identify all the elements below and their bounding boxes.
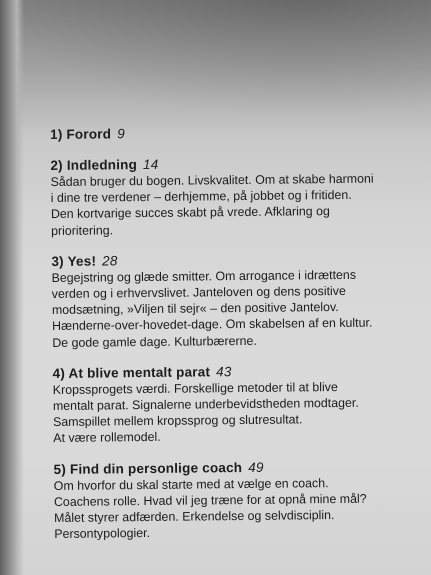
section-description-line: prioritering. [51,222,114,238]
toc-section-forord [50,122,422,143]
section-title: 4) At blive mentalt parat [52,364,211,381]
section-page-number: 9 [117,126,125,142]
section-description-line: Coachens rolle. Hvad vil jeg træne for at opnå mine mål? [53,491,367,509]
section-description-line: Begejstring og glæde smitter. Om arrogance i idrættens [51,267,357,285]
section-description-line: Hænderne-over-hovedet-dage. Om skabelsen af en kultur. [52,316,373,334]
section-description-line: Målet styrer adfærden. Erkendelse og selvdisciplin. [54,508,335,526]
section-description-line: Sådan bruger du bogen. Livskvalitet. Om at skabe harmoni [50,171,374,189]
section-description-line: verden og i erhvervslivet. Janteloven og dens positive [51,283,346,302]
toc-section-yes [51,249,424,351]
section-page-number: 14 [142,156,159,173]
section-description-line: Persontypologier. [54,526,151,542]
section-page-number: 28 [102,253,118,269]
table-of-contents [50,122,426,556]
section-title: 2) Indledning [50,157,138,173]
section-description-line: Samspillet mellem kropssprog og slutresultat. [53,412,303,430]
section-description-line: modsætning, »Viljen til sejr« – den positive Jantelov. [51,300,339,318]
section-title: 1) Forord [50,126,112,142]
section-title: 3) Yes! [51,253,97,269]
section-description-line: De gode gamle dage. Kulturbærerne. [52,333,257,350]
section-description-line: Kropssprogets værdi. Forskellige metoder til at blive [52,379,338,397]
section-title: 5) Find din personlige coach [53,459,243,477]
section-page-number: 49 [248,459,264,475]
section-description-line: Om hvorfor du skal starte med at vælge en coach. [53,475,329,493]
toc-section-indledning [50,153,423,239]
section-heading [50,122,422,143]
toc-section-personlig-coach [54,457,427,543]
page-shadow [0,0,431,120]
section-description-line: At være rollemodel. [53,430,161,446]
section-description-line: Den kortvarige succes skabt på vrede. Afklaring og [50,204,330,222]
toc-section-mentalt-parat [53,361,426,447]
section-page-number: 43 [216,363,232,380]
section-description-line: mentalt parat. Signalerne underbevidstheden modtager. [52,395,359,414]
section-description-line: i dine tre verdener – derhjemme, på jobbet og i fritiden. [50,188,352,206]
